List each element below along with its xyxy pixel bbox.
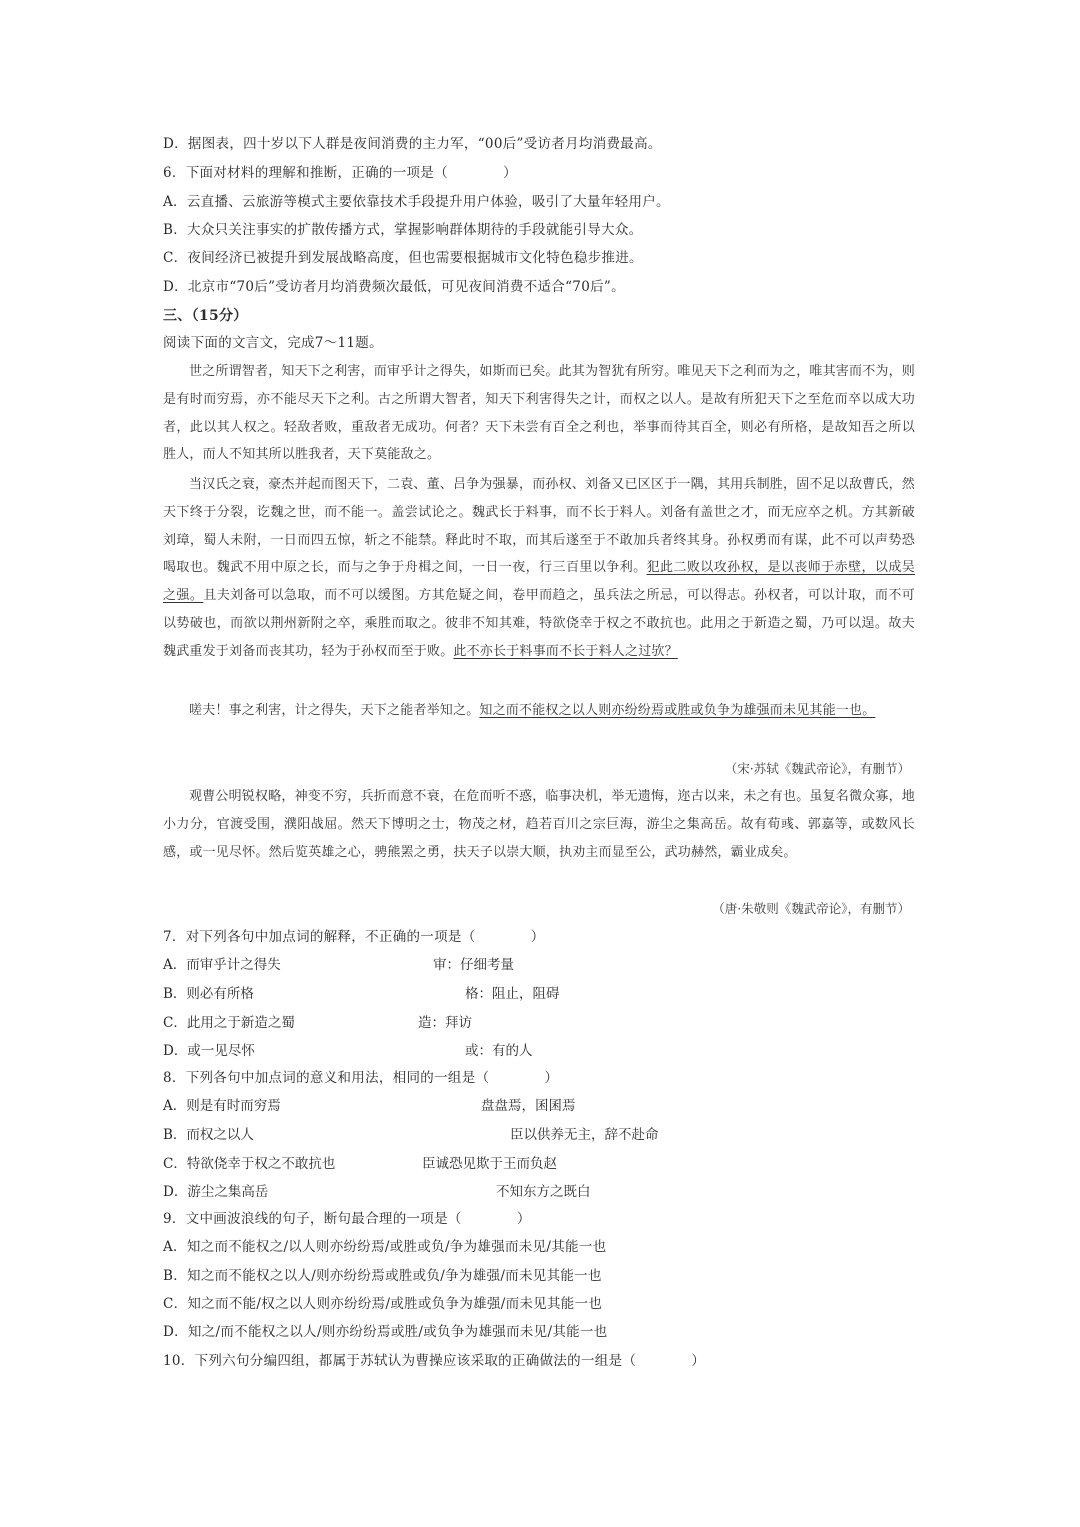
passage1-p3-text: 嗟夫！事之利害，计之得失，天下之能者举知之。 — [189, 703, 480, 718]
q7-option-d — [163, 1040, 923, 1062]
section3-instruction: 阅读下面的文言文，完成7～11题。 — [163, 335, 383, 351]
q6-option-a: A．云直播、云旅游等模式主要依靠技术手段提升用户体验，吸引了大量年轻用户。 — [163, 194, 670, 210]
q8-option-b — [163, 1124, 923, 1146]
passage1-wavy-sentence: 知之而不能权之以人则亦纷纷焉或胜或负争为雄强而未见其能一也。 — [479, 703, 876, 718]
q7-d-sentence: D．或一见尽怀 — [163, 1043, 255, 1059]
passage1-p2-text-a: 当汉氏之衰，豪杰并起而图天下，二袁、董、吕争为强暴，而孙权、刘备又已区区于一隅，其用兵制胜，固不足以敌曹氏，然天下终于分裂，讫魏之世，而不能一。盖尝试论之。魏武长于料事，而不长于料人。刘备有盖世之才，而无应卒之机。方其新破刘璋，蜀人未附，一日而四五惊，斩之不能禁。释此时不取，而其后遂至于不敢加兵者终其身。孙权勇而有谋，此不可以声势恐喝取也。魏武不用中原之长，而与之争于舟楫之间，一日一夜，行三百里以争利。 — [163, 477, 916, 576]
q8-a-left: A．则是有时而穷焉 — [163, 1098, 281, 1114]
passage1-p2-text-b: 且夫刘备可以急取，而不可以缓图。方其危疑之间，卷甲而趋之，虽兵法之所忌，可以得志。孙权者，可以计取，而不可以势破也，而欲以荆州新附之卒，乘胜而取之。彼非不知其难，特欲侥幸于权之不敢抗也。此用之于新造之蜀，乃可以逞。故夫魏武重发于刘备而丧其功，轻为于孙权而至于败。 — [163, 588, 915, 659]
section3-heading: 三、（15分） — [163, 308, 248, 324]
q7-stem: 7．对下列各句中加点词的解释，不正确的一项是（ ） — [163, 929, 545, 945]
q6-stem: 6．下面对材料的理解和推断，正确的一项是（ ） — [163, 165, 517, 181]
q7-a-gloss: 审：仔细考量 — [433, 957, 514, 973]
q8-c-left: C．特欲侥幸于权之不敢抗也 — [163, 1156, 336, 1172]
q7-option-a — [163, 954, 923, 976]
passage2-source: （唐·朱敬则《魏武帝论》，有删节） — [712, 901, 910, 916]
q8-b-left: B．而权之以人 — [163, 1127, 254, 1143]
q6-option-c: C．夜间经济已被提升到发展战略高度，但也需要根据城市文化特色稳步推进。 — [163, 250, 643, 266]
q7-option-b — [163, 983, 923, 1005]
q7-c-sentence: C．此用之于新造之蜀 — [163, 1015, 295, 1031]
q7-b-gloss: 格：阻止，阻碍 — [465, 986, 560, 1002]
passage1-paragraph2 — [163, 471, 915, 666]
q6-option-b: B．大众只关注事实的扩散传播方式，掌握影响群体期待的手段就能引导大众。 — [163, 222, 643, 238]
passage1-paragraph3 — [163, 697, 915, 725]
q7-d-gloss: 或：有的人 — [465, 1043, 533, 1059]
passage1-p2-underlined-question: 此不亦长于料事而不长于料人之过欤？ — [453, 643, 678, 659]
q7-b-sentence: B．则必有所格 — [163, 986, 254, 1002]
q10-stem: 10．下列六句分编四组，都属于苏轼认为曹操应该采取的正确做法的一组是（ ） — [163, 1353, 706, 1369]
q9-stem: 9．文中画波浪线的句子，断句最合理的一项是（ ） — [163, 1211, 531, 1227]
q8-option-a — [163, 1095, 923, 1117]
q9-option-a: A．知之而不能权之/以人则亦纷纷焉/或胜或负/争为雄强而未见/其能一也 — [163, 1239, 607, 1255]
q8-option-d — [163, 1181, 923, 1203]
passage2-paragraph: 观曹公明锐权略，神变不穷，兵折而意不衰，在危而听不惑，临事决机，举无遗悔，迩古以来，未之有也。虽复名微众寡，地小力分，官渡受围，濮阳战屈。然天下博明之士，物茂之材，趋若百川之宗巨海，游尘之集高岳。故有荀彧、郭嘉等，或数风长感，或一见尽怀。然后览英雄之心，骋熊罴之勇，扶天子以崇大顺，执劝主而显至公，武功赫然，霸业成矣。 — [163, 789, 916, 860]
q8-option-c — [163, 1153, 923, 1175]
q8-b-right: 臣以供养无主，辞不赴命 — [510, 1127, 659, 1143]
passage1-paragraph1: 世之所谓智者，知天下之利害，而审乎计之得失，如斯而已矣。此其为智犹有所穷。唯见天下之利而为之，唯其害而不为，则是有时而穷焉，亦不能尽天下之利。古之所谓大智者，知天下利害得失之计，而权之以人。是故有所犯天下之至危而卒以成大功者，此以其人权之。轻敌者败，重敌者无成功。何者？天下未尝有百全之利也，举事而待其百全，则必有所格，是故知吾之所以胜人，而人不知其所以胜我者，天下莫能敌之。 — [163, 364, 916, 463]
q8-d-left: D．游尘之集高岳 — [163, 1184, 269, 1200]
q7-a-sentence: A．而审乎计之得失 — [163, 957, 281, 973]
q8-stem: 8．下列各句中加点词的意义和用法，相同的一组是（ ） — [163, 1070, 559, 1086]
q8-a-right: 盘盘焉，囷囷焉 — [481, 1098, 576, 1114]
q9-option-c: C．知之而不能/权之以人则亦纷纷焉/或胜或负争为雄强/而未见其能一也 — [163, 1296, 603, 1312]
q7-c-gloss: 造：拜访 — [418, 1015, 472, 1031]
q9-option-b: B．知之而不能权之以人/则亦纷纷焉或胜或负/争为雄强/而未见其能一也 — [163, 1268, 602, 1284]
passage1-source: （宋·苏轼《魏武帝论》，有删节） — [724, 761, 910, 776]
q9-option-d: D．知之/而不能权之以人/则亦纷纷焉或胜/或负争为雄强而未见/其能一也 — [163, 1324, 608, 1340]
q8-c-right: 臣诚恐见欺于王而负赵 — [422, 1156, 557, 1172]
passage1-p2-underlined-sentence: 犯此二败以攻孙权，是以丧师于赤壁，以成吴之强。 — [163, 560, 915, 604]
q5-option-d: D．据图表，四十岁以下人群是夜间消费的主力军，“00后”受访者月均消费最高。 — [163, 136, 662, 152]
q7-option-c — [163, 1012, 923, 1034]
q8-d-right: 不知东方之既白 — [496, 1184, 591, 1200]
q6-option-d: D．北京市“70后”受访者月均消费频次最低，可见夜间消费不适合“70后”。 — [163, 279, 625, 295]
